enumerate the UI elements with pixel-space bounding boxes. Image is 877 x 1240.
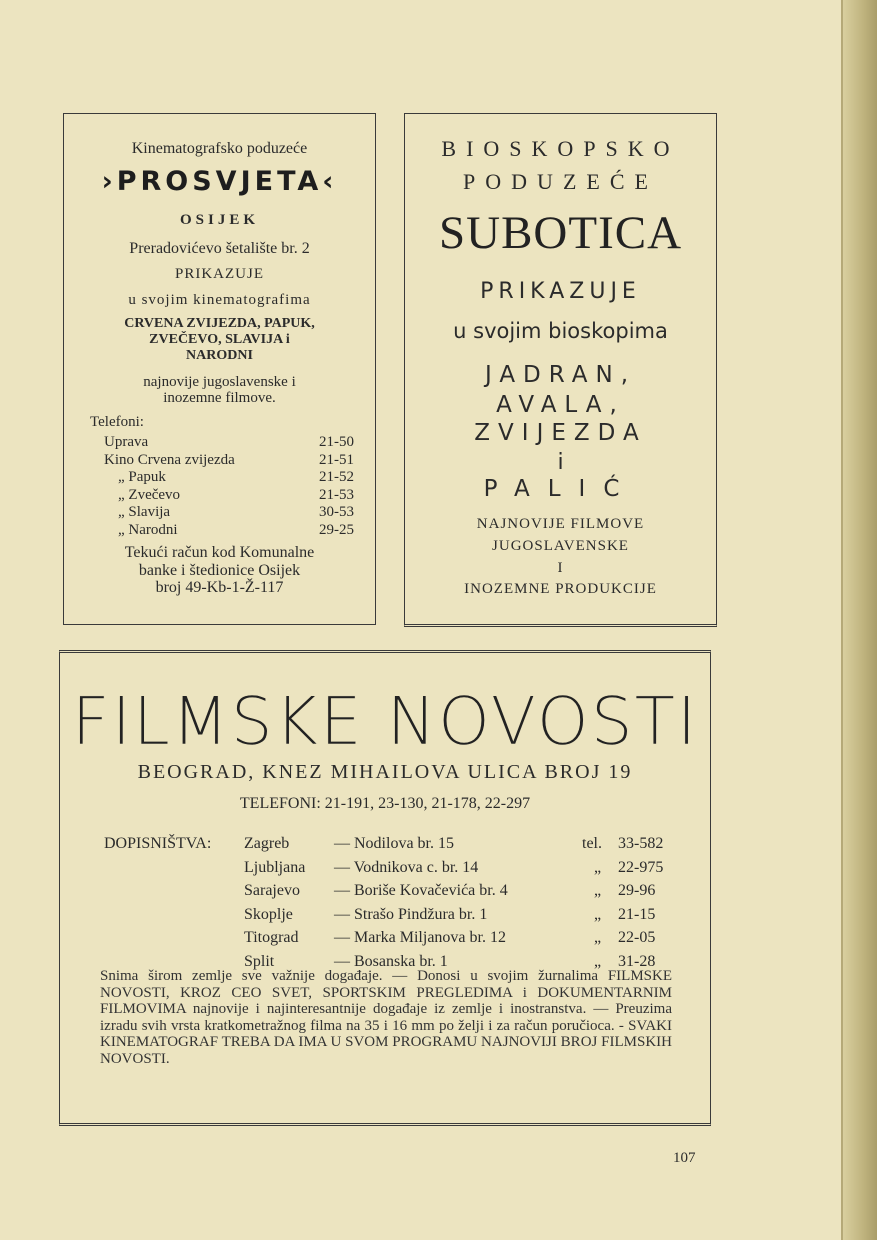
subotica-films-line: I — [557, 560, 564, 576]
phone-label: Uprava — [104, 434, 149, 450]
phone-label: Kino Crvena zvijezda — [104, 451, 235, 468]
filmske-title: FILMSKE NOVOSTI — [71, 683, 699, 760]
prosvjeta-cinemas-intro: u svojim kinematografima — [128, 292, 311, 308]
subotica-shows: PRIKAZUJE — [480, 279, 641, 304]
subotica-films-line: INOZEMNE PRODUKCIJE — [464, 581, 657, 597]
office-row — [104, 835, 674, 859]
phone-number: 30-53 — [319, 504, 354, 520]
subotica-ad — [404, 113, 717, 627]
office-tel-label: „ — [594, 882, 602, 899]
filmske-address: BEOGRAD, KNEZ MIHAILOVA ULICA BROJ 19 — [137, 761, 633, 783]
account-line: broj 49-Kb-1-Ž-117 — [155, 579, 284, 596]
phone-row — [104, 452, 354, 470]
account-line: banke i štedionice Osijek — [138, 561, 301, 579]
prosvjeta-cinemas-line: NARODNI — [186, 348, 253, 363]
office-tel-label: tel. — [582, 835, 602, 852]
page-edge — [843, 0, 877, 1240]
office-city: Sarajevo — [244, 882, 300, 899]
prosvjeta-cinemas-line: CRVENA ZVIJEZDA, PAPUK, — [124, 316, 315, 331]
office-city: Ljubljana — [244, 858, 306, 876]
office-tel-number: 22-975 — [618, 858, 664, 876]
office-tel-number: 22-05 — [618, 929, 656, 946]
offices-label: DOPISNIŠTVA: — [104, 835, 212, 852]
office-tel-number: 29-96 — [618, 882, 656, 899]
office-street: — Nodilova br. 15 — [334, 835, 454, 852]
office-street: — Vodnikova c. br. 14 — [334, 858, 479, 876]
prosvjeta-bank-account — [64, 544, 375, 597]
office-city: Skoplje — [244, 905, 293, 923]
prosvjeta-cinemas — [64, 316, 375, 364]
office-street: — Strašo Pindžura br. 1 — [334, 905, 488, 923]
subotica-cinema: PALIĆ — [483, 476, 638, 502]
filmske-description: Snima širom zemlje sve važnije događaje. — Donosi u svojim žurnalima FILMSKE NOVOSTI, KROZ CEO SVET, SPORTSKIM PREGLEDIMA i DOKUMENTARNIM FILMOVIMA najnovije i najinteresantnije događaje iz zemlje i inostranstva. — Preuzima izradu svih vrsta kratkometražnog filma na 35 i 16 mm po želji i za račun poručioca. - SVAKI KINEMATOGRAF TREBA DA IMA U SVOM PROGRAMU NAJNOVIJI BROJ FILMSKIH NOVOSTI. — [100, 968, 672, 1067]
phone-label: „ Slavija — [118, 504, 171, 520]
phone-label: „ Narodni — [118, 521, 178, 538]
prosvjeta-name: ›PROSVJETA‹ — [101, 166, 338, 197]
prosvjeta-newest-line: inozemne filmove. — [163, 390, 276, 406]
office-tel-label: „ — [594, 905, 602, 923]
office-street: — Boriše Kovačevića br. 4 — [334, 882, 508, 899]
subotica-city: SUBOTICA — [438, 207, 683, 259]
subotica-cinema: JADRAN, — [484, 362, 637, 388]
prosvjeta-phones-title: Telefoni: — [90, 414, 144, 430]
filmske-phones: TELEFONI: 21-191, 23-130, 21-178, 22-297 — [239, 795, 531, 812]
prosvjeta-company-type: Kinematografsko poduzeće — [131, 140, 308, 157]
office-row — [104, 929, 674, 953]
prosvjeta-ad — [63, 113, 376, 625]
phone-number: 21-50 — [319, 434, 354, 450]
subotica-heading-line2: PODUZEĆE — [463, 169, 658, 194]
phone-number: 21-51 — [319, 451, 354, 468]
subotica-heading-line1: BIOSKOPSKO — [441, 136, 680, 161]
phone-row — [104, 487, 354, 505]
office-row — [104, 882, 674, 906]
prosvjeta-phones — [104, 434, 354, 539]
phone-label: „ Papuk — [118, 469, 166, 485]
phone-row — [104, 469, 354, 487]
subotica-intro: u svojim bioskopima — [453, 319, 668, 343]
subotica-cinema: ZVIJEZDA — [474, 420, 647, 446]
office-city: Titograd — [244, 929, 299, 946]
subotica-films-line: JUGOSLAVENSKE — [492, 538, 629, 554]
prosvjeta-shows: PRIKAZUJE — [174, 266, 264, 282]
phone-row — [104, 522, 354, 540]
office-tel-number: 21-15 — [618, 905, 656, 923]
prosvjeta-newest-line: najnovije jugoslavenske i — [143, 374, 296, 390]
prosvjeta-cinemas-line: ZVEČEVO, SLAVIJA i — [149, 332, 290, 347]
office-street: — Marka Miljanova br. 12 — [334, 929, 506, 946]
phone-label: „ Zvečevo — [118, 486, 181, 503]
phone-number: 29-25 — [319, 521, 354, 538]
office-tel-number: 33-582 — [618, 835, 664, 852]
office-tel-label: „ — [594, 858, 602, 876]
office-row — [104, 906, 674, 930]
filmske-offices — [104, 835, 674, 976]
office-city: Split — [244, 952, 275, 970]
office-tel-number: 31-28 — [618, 952, 656, 970]
subotica-films-line: NAJNOVIJE FILMOVE — [476, 516, 645, 532]
prosvjeta-address: Preradovićevo šetalište br. 2 — [129, 240, 310, 257]
phone-row — [104, 434, 354, 452]
office-tel-label: „ — [594, 929, 602, 946]
account-line: Tekući račun kod Komunalne — [124, 544, 315, 561]
subotica-cinema: AVALA, — [496, 392, 625, 418]
office-row — [104, 859, 674, 883]
prosvjeta-newest-films — [64, 374, 375, 406]
office-city: Zagreb — [244, 835, 290, 852]
subotica-and: i — [557, 450, 564, 475]
office-street: — Bosanska br. 1 — [334, 952, 448, 970]
phone-row — [104, 504, 354, 522]
filmske-novosti-ad — [59, 650, 711, 1126]
phone-number: 21-52 — [319, 469, 354, 485]
phone-number: 21-53 — [319, 486, 354, 503]
page-number: 107 — [673, 1150, 696, 1166]
prosvjeta-city: OSIJEK — [179, 212, 260, 228]
office-tel-label: „ — [594, 952, 602, 970]
